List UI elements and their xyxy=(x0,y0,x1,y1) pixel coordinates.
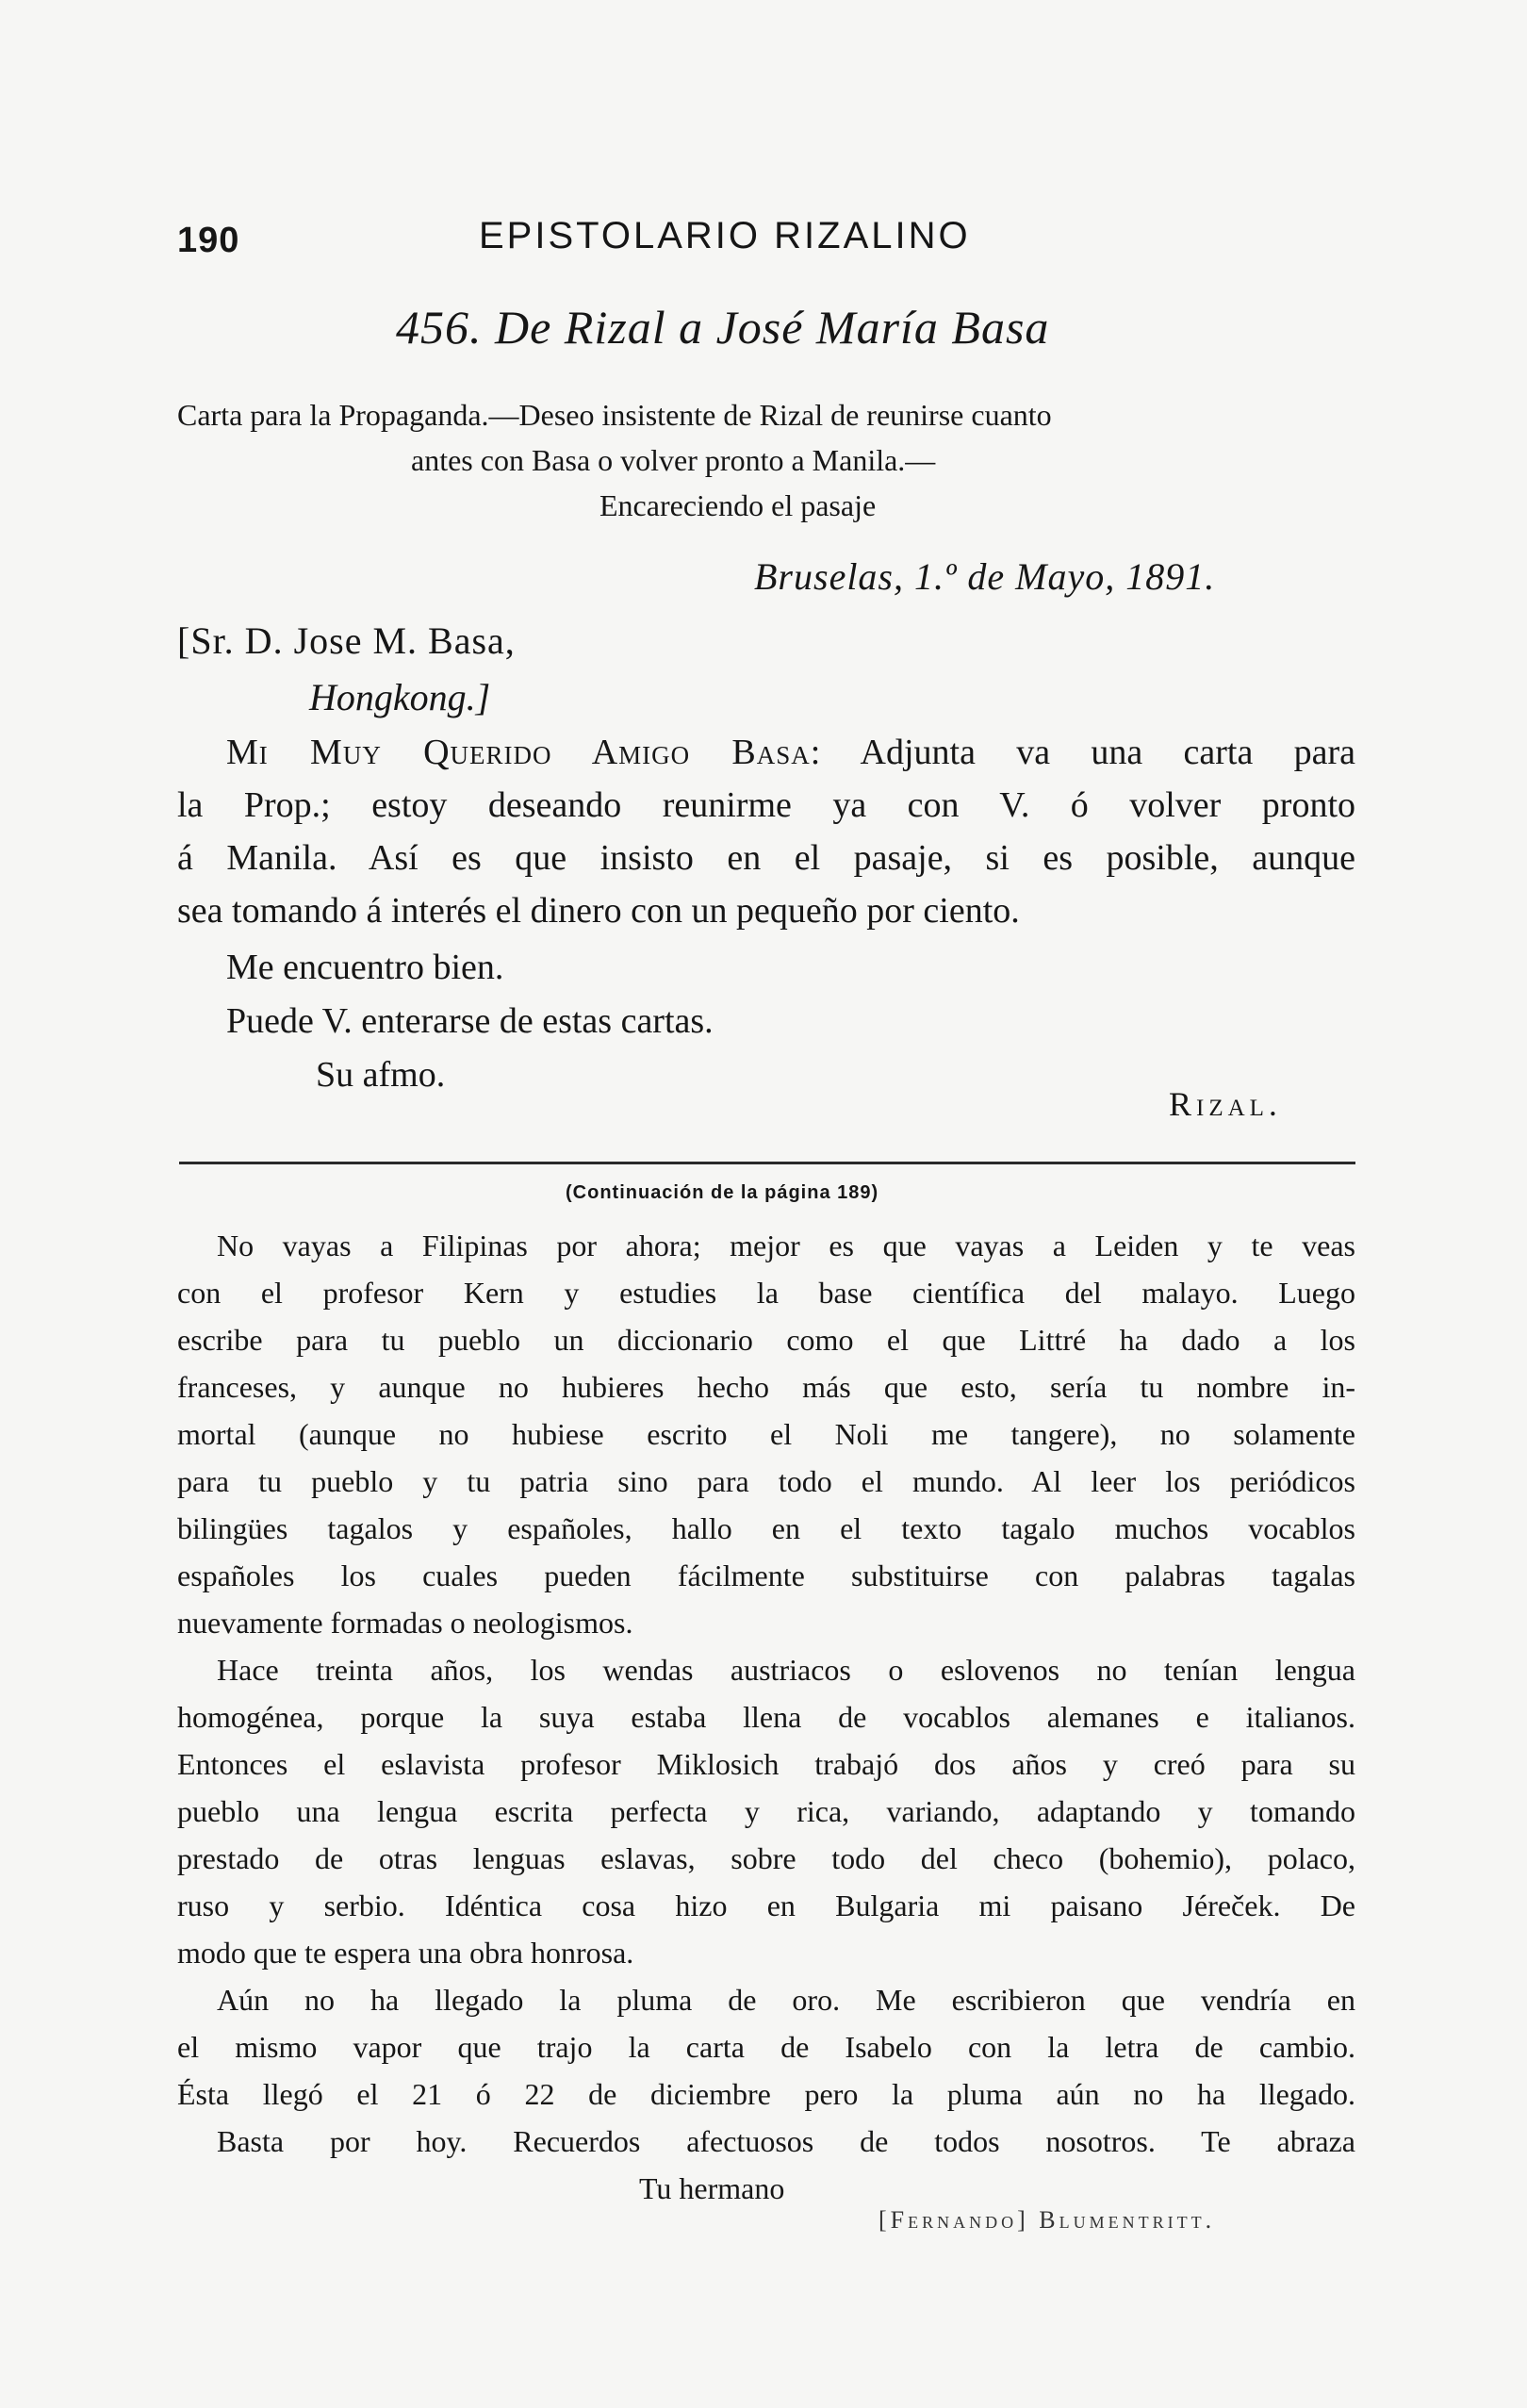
text-line: Entonces el eslavista profesor Miklosich trabajó dos años y creó para su xyxy=(177,1747,1355,1781)
summary-line: Encareciendo el pasaje xyxy=(599,488,877,522)
continuation-text xyxy=(177,1222,1355,2212)
text-line: Hace treinta años, los wendas austriacos o eslovenos no tenían lengua xyxy=(217,1653,1355,1687)
text-line: para tu pueblo y tu patria sino para todo el mundo. Al leer los periódicos xyxy=(177,1464,1355,1498)
letter-title: 456. De Rizal a José María Basa xyxy=(396,301,1050,354)
text-line: españoles los cuales pueden fácilmente substituirse con palabras tagalas xyxy=(177,1559,1355,1592)
body-line: Mi Muy Querido Amigo Basa: Adjunta va una carta para xyxy=(226,733,1355,772)
closing-line: Me encuentro bien. xyxy=(226,948,504,987)
text-line: el mismo vapor que trajo la carta de Isabelo con la letra de cambio. xyxy=(177,2030,1355,2064)
summary-line: antes con Basa o volver pronto a Manila.— xyxy=(411,443,936,477)
body-line: la Prop.; estoy deseando reunirme ya con V. ó volver pronto xyxy=(177,785,1355,825)
letter-body xyxy=(177,726,1355,937)
text-line: mortal (aunque no hubiese escrito el Noli me tangere), no solamente xyxy=(177,1417,1355,1451)
text-line: con el profesor Kern y estudies la base científica del malayo. Luego xyxy=(177,1276,1355,1310)
letter-summary xyxy=(177,392,1355,528)
addressee-name: [Sr. D. Jose M. Basa, xyxy=(177,619,516,662)
addressee xyxy=(177,613,516,726)
text-line: Aún no ha llegado la pluma de oro. Me escribieron que vendría en xyxy=(217,1983,1355,2017)
text-line: franceses, y aunque no hubieres hecho más que esto, sería tu nombre in- xyxy=(177,1370,1355,1404)
text-line: bilingües tagalos y españoles, hallo en el texto tagalo muchos vocablos xyxy=(177,1511,1355,1545)
closing-lines xyxy=(226,941,714,1102)
text-line: Basta por hoy. Recuerdos afectuosos de todos nosotros. Te abraza xyxy=(217,2124,1355,2158)
continuation-note: (Continuación de la página 189) xyxy=(566,1182,879,1203)
text-line: escribe para tu pueblo un diccionario como el que Littré ha dado a los xyxy=(177,1323,1355,1357)
text-line: Tu hermano xyxy=(639,2171,785,2205)
text-line: Ésta llegó el 21 ó 22 de diciembre pero la pluma aún no ha llegado. xyxy=(177,2077,1355,2111)
closing-line: Puede V. enterarse de estas cartas. xyxy=(226,1001,714,1041)
summary-line: Carta para la Propaganda.—Deseo insistente de Rizal de reunirse cuanto xyxy=(177,398,1052,432)
body-line: sea tomando á interés el dinero con un pequeño por ciento. xyxy=(177,891,1020,931)
text-line: No vayas a Filipinas por ahora; mejor es que vayas a Leiden y te veas xyxy=(217,1229,1355,1262)
closing-line: Su afmo. xyxy=(316,1055,446,1095)
body-line: á Manila. Así es que insisto en el pasaje, si es posible, aunque xyxy=(177,838,1355,878)
running-title: EPISTOLARIO RIZALINO xyxy=(479,215,971,256)
letter-signature: Rizal. xyxy=(1169,1085,1282,1123)
text-line: modo que te espera una obra honrosa. xyxy=(177,1936,634,1970)
footnote-divider xyxy=(179,1162,1355,1164)
text-line: nuevamente formadas o neologismos. xyxy=(177,1606,633,1640)
text-line: pueblo una lengua escrita perfecta y rica, variando, adaptando y tomando xyxy=(177,1794,1355,1828)
addressee-place: Hongkong.] xyxy=(309,676,491,718)
continuation-signature: [Fernando] Blumentritt. xyxy=(878,2206,1216,2234)
page-header xyxy=(177,215,1355,272)
text-line: homogénea, porque la suya estaba llena de vocablos alemanes e italianos. xyxy=(177,1700,1355,1734)
text-line: ruso y serbio. Idéntica cosa hizo en Bulgaria mi paisano Jéreček. De xyxy=(177,1888,1355,1922)
dateline: Bruselas, 1.º de Mayo, 1891. xyxy=(754,555,1216,598)
text-line: prestado de otras lenguas eslavas, sobre todo del checo (bohemio), polaco, xyxy=(177,1841,1355,1875)
salutation: Mi Muy Querido Amigo Basa: xyxy=(226,733,822,772)
page-number: 190 xyxy=(177,221,240,260)
